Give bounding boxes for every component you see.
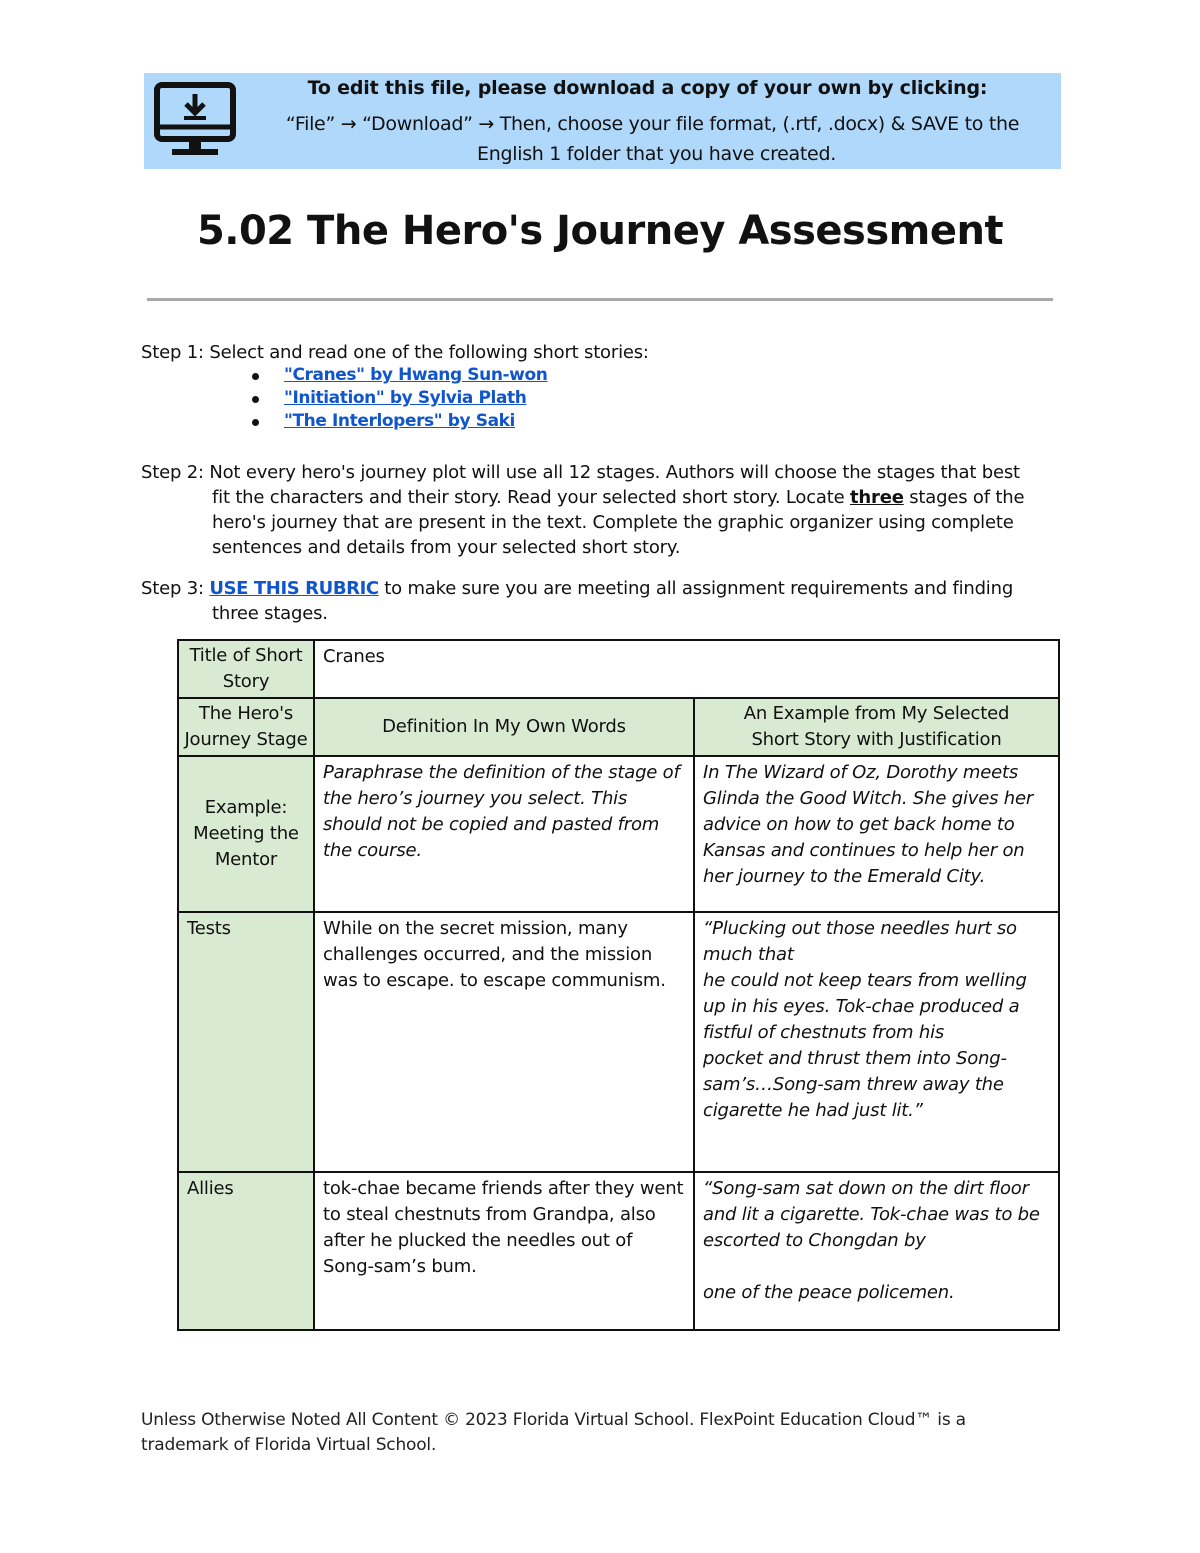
example-definition-cell: Paraphrase the definition of the stage of the hero’s journey you select. This should not be copied and pasted from the course.	[314, 756, 694, 912]
table-row	[178, 756, 1059, 912]
example-stage-cell: Example: Meeting the Mentor	[178, 756, 314, 912]
step-text: Not every hero's journey plot will use all 12 stages. Authors will choose the stages that best	[209, 462, 1020, 483]
table-row	[178, 698, 1059, 756]
banner-text-line: English 1 folder that you have created.	[477, 143, 836, 165]
definition-cell[interactable]: tok-chae became friends after they went to steal chestnuts from Grandpa, also after he plucked the needles out of Song-sam’s bum.	[314, 1172, 694, 1330]
stage-cell[interactable]: Allies	[178, 1172, 314, 1330]
title-divider	[147, 298, 1053, 301]
step-label: Step 2:	[141, 462, 204, 483]
story-link-interlopers[interactable]: "The Interlopers" by Saki	[284, 411, 515, 431]
example-line: pocket and thrust them into Song-sam’s…Song-sam threw away the cigarette he had just lit.”	[703, 1048, 1007, 1121]
step-text: to make sure you are meeting all assignment requirements and finding	[378, 578, 1014, 599]
stage-cell[interactable]: Tests	[178, 912, 314, 1172]
step-text: three stages.	[212, 603, 328, 624]
banner-text-line: “File” → “Download” → Then, choose your file format, (.rtf, .docx) & SAVE to the	[285, 113, 1020, 135]
step-text: Select and read one of the following short stories:	[209, 342, 649, 363]
story-link-initiation[interactable]: "Initiation" by Sylvia Plath	[284, 388, 527, 408]
example-line: “Song-sam sat down on the dirt floor and lit a cigarette. Tok-chae was to be escorted to Chongdan by	[703, 1178, 1040, 1251]
rubric-link[interactable]: USE THIS RUBRIC	[209, 578, 379, 599]
copyright-footer: Unless Otherwise Noted All Content © 2023 Florida Virtual School. FlexPoint Education Cloud™ is a trademark of Florida Virtual School.	[141, 1410, 966, 1455]
emphasis-three: three	[850, 487, 904, 508]
step-label: Step 1:	[141, 342, 204, 363]
story-link-list	[248, 364, 547, 433]
example-example-cell: In The Wizard of Oz, Dorothy meets Glinda the Good Witch. She gives her advice on how to get back home to Kansas and continues to help her on her journey to the Emerald City.	[694, 756, 1059, 912]
example-line	[703, 1254, 1050, 1280]
step-text: fit the characters and their story. Read your selected short story. Locate	[212, 487, 851, 508]
step-2	[141, 460, 1024, 560]
title-value-cell[interactable]: Cranes	[314, 640, 1059, 698]
step-text: hero's journey that are present in the text. Complete the graphic organizer using complete	[212, 512, 1014, 533]
edit-instructions-banner	[144, 73, 1061, 169]
banner-heading: To edit this file, please download a copy of your own by clicking:	[307, 77, 988, 99]
table-row	[178, 1172, 1059, 1330]
list-item	[248, 364, 547, 387]
page-title: 5.02 The Hero's Journey Assessment	[196, 208, 1004, 254]
step-text: sentences and details from your selected short story.	[212, 537, 681, 558]
step-text: stages of the	[903, 487, 1025, 508]
example-cell[interactable]	[694, 912, 1059, 1172]
step-1	[141, 340, 649, 365]
list-item	[248, 410, 547, 433]
example-line: “Plucking out those needles hurt so much that	[703, 918, 1017, 965]
graphic-organizer-table	[177, 639, 1060, 1331]
header-example: An Example from My Selected Short Story with Justification	[694, 698, 1059, 756]
table-row	[178, 912, 1059, 1172]
example-cell[interactable]	[694, 1172, 1059, 1330]
header-definition: Definition In My Own Words	[314, 698, 694, 756]
title-label-cell: Title of Short Story	[178, 640, 314, 698]
example-line: one of the peace policemen.	[703, 1282, 955, 1303]
definition-cell[interactable]: While on the secret mission, many challenges occurred, and the mission was to escape. to escape communism.	[314, 912, 694, 1172]
header-stage: The Hero's Journey Stage	[178, 698, 314, 756]
list-item	[248, 387, 547, 410]
step-3	[141, 576, 1013, 626]
table-row	[178, 640, 1059, 698]
step-label: Step 3:	[141, 578, 204, 599]
example-line: he could not keep tears from welling up in his eyes. Tok-chae produced a fistful of chestnuts from his	[703, 970, 1027, 1043]
story-link-cranes[interactable]: "Cranes" by Hwang Sun-won	[284, 365, 548, 385]
